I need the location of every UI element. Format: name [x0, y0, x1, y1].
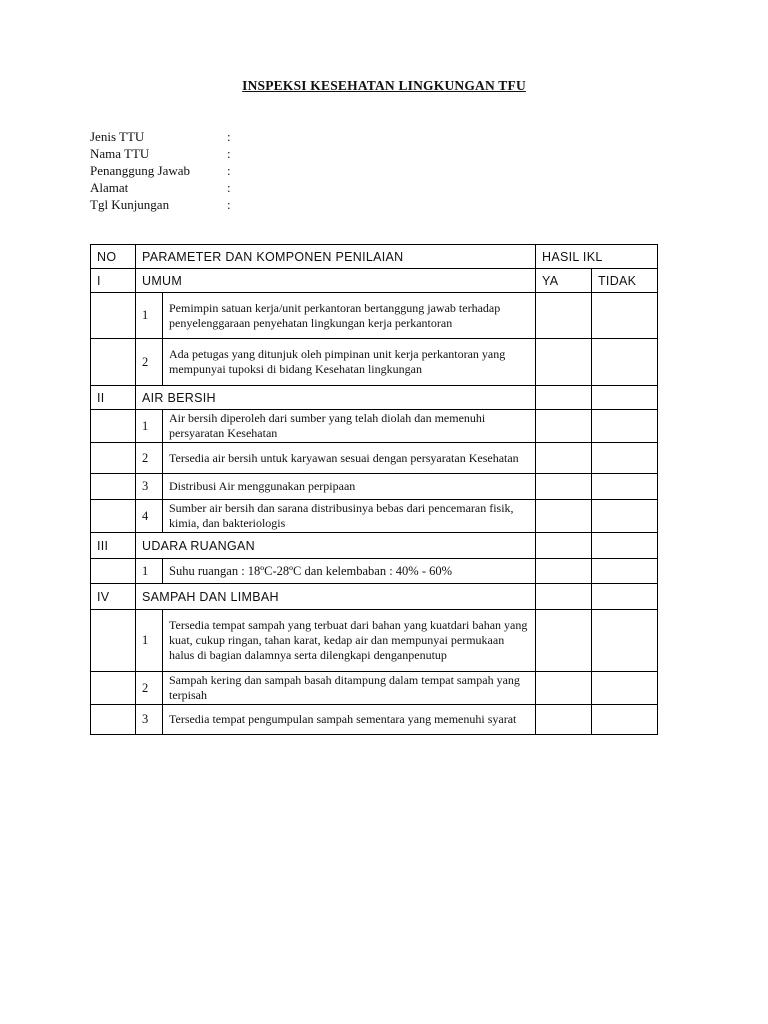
- item-number: 2: [136, 672, 163, 705]
- empty-cell: [91, 559, 136, 584]
- ya-cell[interactable]: [536, 410, 592, 443]
- item-text: Distribusi Air menggunakan perpipaan: [163, 474, 536, 500]
- info-row-alamat: [90, 179, 237, 196]
- info-row-penanggung-jawab: [90, 162, 237, 179]
- item-text: Tersedia tempat pengumpulan sampah sementara yang memenuhi syarat: [163, 705, 536, 735]
- section-number: IV: [91, 584, 136, 610]
- tidak-cell[interactable]: [592, 339, 658, 386]
- ya-cell[interactable]: [536, 293, 592, 339]
- item-text: Suhu ruangan : 18ºC-28ºC dan kelembaban : 40% - 60%: [163, 559, 536, 584]
- section-title: AIR BERSIH: [136, 386, 536, 410]
- table-row: [91, 410, 658, 443]
- ya-cell: [536, 386, 592, 410]
- item-text: Sumber air bersih dan sarana distribusinya bebas dari pencemaran fisik, kimia, dan bakteriologis: [163, 500, 536, 533]
- tidak-cell[interactable]: [592, 500, 658, 533]
- item-text: Pemimpin satuan kerja/unit perkantoran bertanggung jawab terhadap penyelenggaraan penyehatan lingkungan kerja perkantoran: [163, 293, 536, 339]
- ya-cell[interactable]: [536, 705, 592, 735]
- tidak-cell[interactable]: [592, 443, 658, 474]
- info-colon: :: [227, 129, 231, 144]
- table-row: [91, 339, 658, 386]
- table-row: [91, 610, 658, 672]
- section-number: II: [91, 386, 136, 410]
- table-row: [91, 500, 658, 533]
- header-hasil-ikl: HASIL IKL: [536, 245, 658, 269]
- info-label: Jenis TTU: [90, 129, 145, 144]
- section-number: I: [91, 269, 136, 293]
- info-row-tgl-kunjungan: [90, 196, 237, 213]
- info-colon: :: [227, 146, 231, 161]
- item-text: Tersedia air bersih untuk karyawan sesuai dengan persyaratan Kesehatan: [163, 443, 536, 474]
- item-number: 2: [136, 339, 163, 386]
- ya-cell: [536, 584, 592, 610]
- section-row-udara-ruangan: [91, 533, 658, 559]
- tidak-cell[interactable]: [592, 293, 658, 339]
- tidak-cell: [592, 584, 658, 610]
- header-ya: YA: [536, 269, 592, 293]
- tidak-cell[interactable]: [592, 610, 658, 672]
- section-row-sampah-limbah: [91, 584, 658, 610]
- info-label: Alamat: [90, 180, 129, 195]
- section-title: UDARA RUANGAN: [136, 533, 536, 559]
- tidak-cell[interactable]: [592, 672, 658, 705]
- ya-cell[interactable]: [536, 610, 592, 672]
- section-title: UMUM: [136, 269, 536, 293]
- item-number: 1: [136, 410, 163, 443]
- info-fields: [90, 128, 237, 213]
- item-text: Air bersih diperoleh dari sumber yang telah diolah dan memenuhi persyaratan Kesehatan: [163, 410, 536, 443]
- info-colon: :: [227, 163, 231, 178]
- document-title: INSPEKSI KESEHATAN LINGKUNGAN TFU: [242, 78, 526, 93]
- item-number: 3: [136, 705, 163, 735]
- empty-cell: [91, 474, 136, 500]
- item-number: 1: [136, 559, 163, 584]
- ya-cell[interactable]: [536, 672, 592, 705]
- inspection-table: [90, 244, 658, 735]
- table-row: [91, 672, 658, 705]
- empty-cell: [91, 339, 136, 386]
- table-row: [91, 705, 658, 735]
- info-row-jenis: [90, 128, 237, 145]
- tidak-cell[interactable]: [592, 559, 658, 584]
- section-row-umum: [91, 269, 658, 293]
- empty-cell: [91, 443, 136, 474]
- header-parameter: PARAMETER DAN KOMPONEN PENILAIAN: [136, 245, 536, 269]
- info-row-nama: [90, 145, 237, 162]
- empty-cell: [91, 500, 136, 533]
- empty-cell: [91, 672, 136, 705]
- item-number: 4: [136, 500, 163, 533]
- item-text: Sampah kering dan sampah basah ditampung dalam tempat sampah yang terpisah: [163, 672, 536, 705]
- ya-cell[interactable]: [536, 443, 592, 474]
- tidak-cell: [592, 533, 658, 559]
- section-number: III: [91, 533, 136, 559]
- empty-cell: [91, 705, 136, 735]
- info-colon: :: [227, 180, 231, 195]
- table-header-row: [91, 245, 658, 269]
- table-row: [91, 293, 658, 339]
- empty-cell: [91, 410, 136, 443]
- ya-cell[interactable]: [536, 559, 592, 584]
- item-text: Tersedia tempat sampah yang terbuat dari bahan yang kuatdari bahan yang kuat, cukup ringan, tahan karat, kedap air dan mempunyai permukaan halus di bagian dalamnya serta dilengkapi denganpenutup: [163, 610, 536, 672]
- item-text: Ada petugas yang ditunjuk oleh pimpinan unit kerja perkantoran yang mempunyai tupoksi di bidang Kesehatan lingkungan: [163, 339, 536, 386]
- item-number: 2: [136, 443, 163, 474]
- empty-cell: [91, 293, 136, 339]
- ya-cell[interactable]: [536, 474, 592, 500]
- tidak-cell[interactable]: [592, 705, 658, 735]
- empty-cell: [91, 610, 136, 672]
- ya-cell: [536, 533, 592, 559]
- table-row: [91, 474, 658, 500]
- ya-cell[interactable]: [536, 339, 592, 386]
- info-label: Nama TTU: [90, 146, 150, 161]
- tidak-cell[interactable]: [592, 474, 658, 500]
- tidak-cell[interactable]: [592, 410, 658, 443]
- tidak-cell: [592, 386, 658, 410]
- info-colon: :: [227, 197, 231, 212]
- header-tidak: TIDAK: [592, 269, 658, 293]
- table-row: [91, 559, 658, 584]
- header-no: NO: [91, 245, 136, 269]
- table-row: [91, 443, 658, 474]
- item-number: 3: [136, 474, 163, 500]
- section-row-air-bersih: [91, 386, 658, 410]
- ya-cell[interactable]: [536, 500, 592, 533]
- info-label: Penanggung Jawab: [90, 163, 191, 178]
- info-label: Tgl Kunjungan: [90, 197, 170, 212]
- item-number: 1: [136, 610, 163, 672]
- section-title: SAMPAH DAN LIMBAH: [136, 584, 536, 610]
- item-number: 1: [136, 293, 163, 339]
